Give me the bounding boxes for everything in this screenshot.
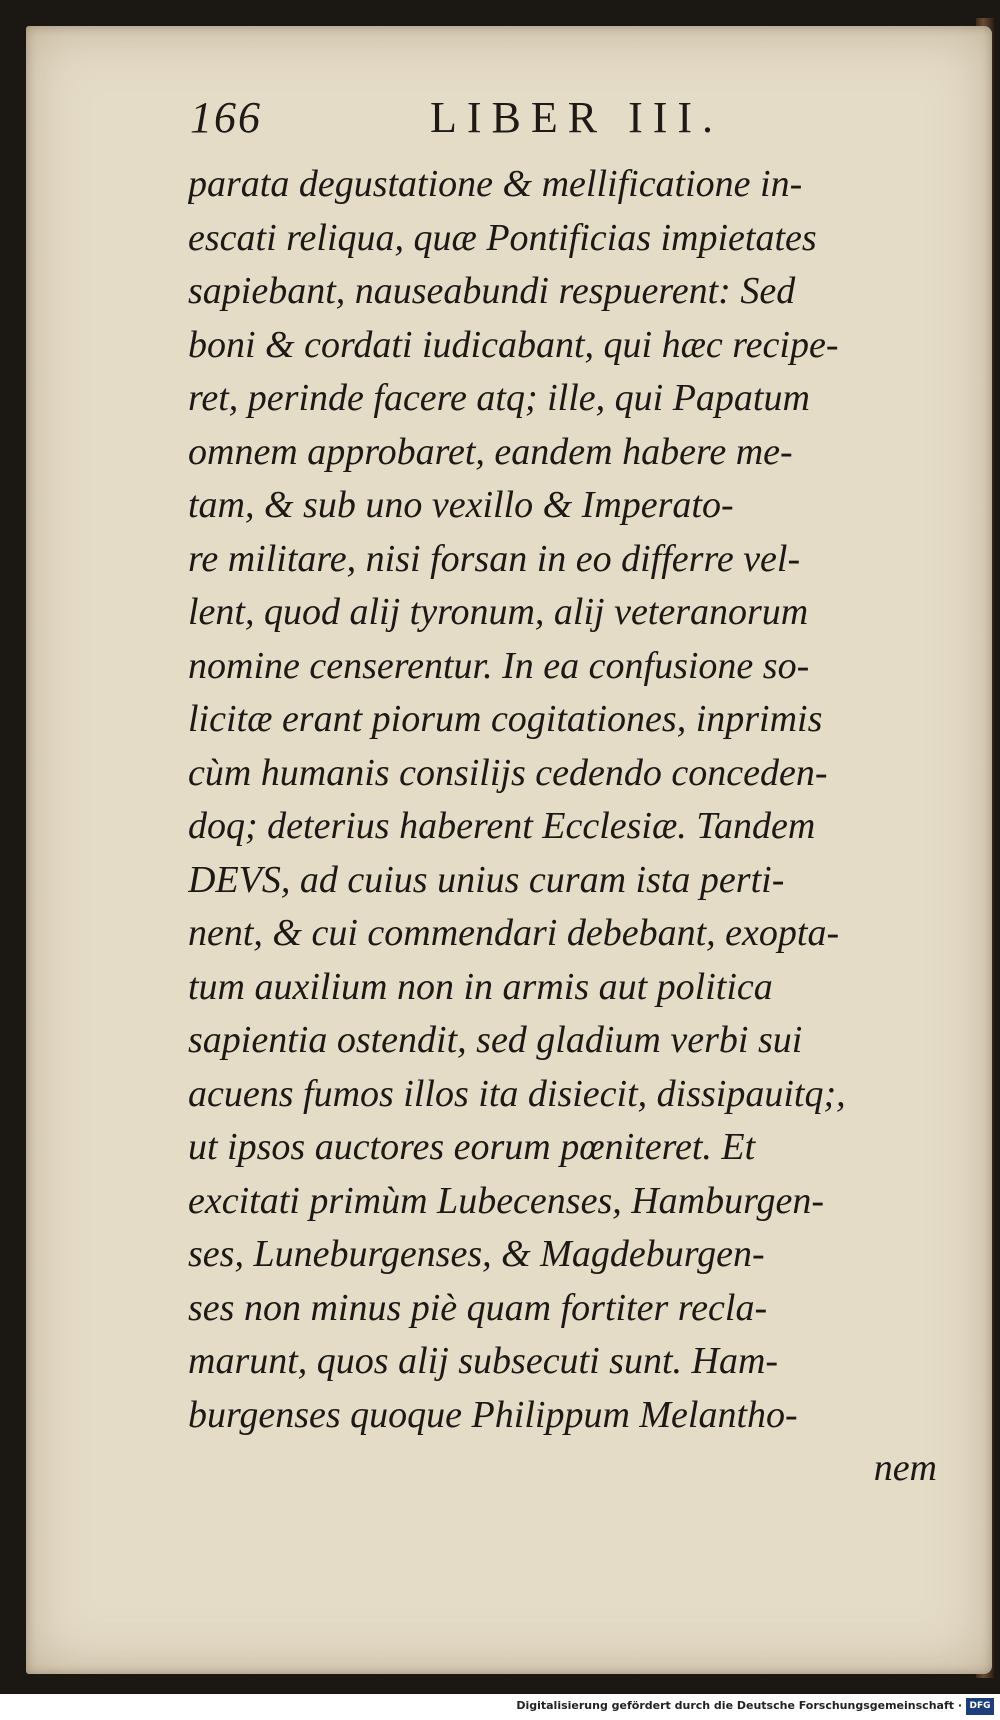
text-line: nent, & cui commendari debebant, exopta-	[188, 912, 840, 954]
text-line: boni & cordati iudicabant, qui hæc recipe-	[188, 323, 839, 366]
text-line: ses non minus piè quam fortiter recla-	[188, 1286, 768, 1329]
text-line: nomine censerentur. In ea confusione so-	[188, 644, 810, 687]
running-head	[190, 92, 790, 148]
text-block	[188, 158, 943, 1496]
text-line: licitæ erant piorum cogitationes, inprimis	[188, 698, 823, 740]
catchword: nem	[873, 1447, 937, 1489]
funding-credit: Digitalisierung gefördert durch die Deutsche Forschungsgemeinschaft ·	[516, 1699, 962, 1712]
text-line: tam, & sub uno vexillo & Imperato-	[188, 484, 734, 526]
text-line: doq; deterius haberent Ecclesiæ. Tandem	[188, 805, 816, 847]
text-line: escati reliqua, quæ Pontificias impietates	[188, 216, 817, 259]
book-heading: LIBER III.	[430, 93, 724, 142]
text-line: excitati primùm Lubecenses, Hamburgen-	[188, 1179, 825, 1222]
text-line: DEVS, ad cuius unius curam ista perti-	[188, 858, 785, 901]
text-line: parata degustatione & mellificatione in-	[188, 163, 803, 205]
text-line: lent, quod alij tyronum, alij veteranorum	[188, 591, 809, 633]
text-line: sapiebant, nauseabundi respuerent: Sed	[188, 270, 796, 312]
text-line: burgenses quoque Philippum Melantho-	[188, 1393, 798, 1436]
text-line: omnem approbaret, eandem habere me-	[188, 430, 793, 473]
text-line: marunt, quos alij subsecuti sunt. Ham-	[188, 1340, 779, 1382]
page-number: 166	[190, 93, 262, 142]
text-line: ses, Luneburgenses, & Magdeburgen-	[188, 1233, 765, 1275]
footer-bar	[0, 1694, 1000, 1720]
text-line: re militare, nisi forsan in eo differre vel-	[188, 537, 801, 580]
text-line: ut ipsos auctores eorum pœniteret. Et	[188, 1126, 756, 1168]
text-line: acuens fumos illos ita disiecit, dissipauitq;,	[188, 1072, 846, 1115]
text-line: tum auxilium non in armis aut politica	[188, 965, 773, 1008]
text-line: cùm humanis consilijs cedendo conceden-	[188, 751, 828, 794]
text-line: ret, perinde facere atq; ille, qui Papatum	[188, 377, 810, 419]
dfg-logo: DFG	[966, 1698, 994, 1715]
text-line: sapientia ostendit, sed gladium verbi sui	[188, 1019, 803, 1061]
